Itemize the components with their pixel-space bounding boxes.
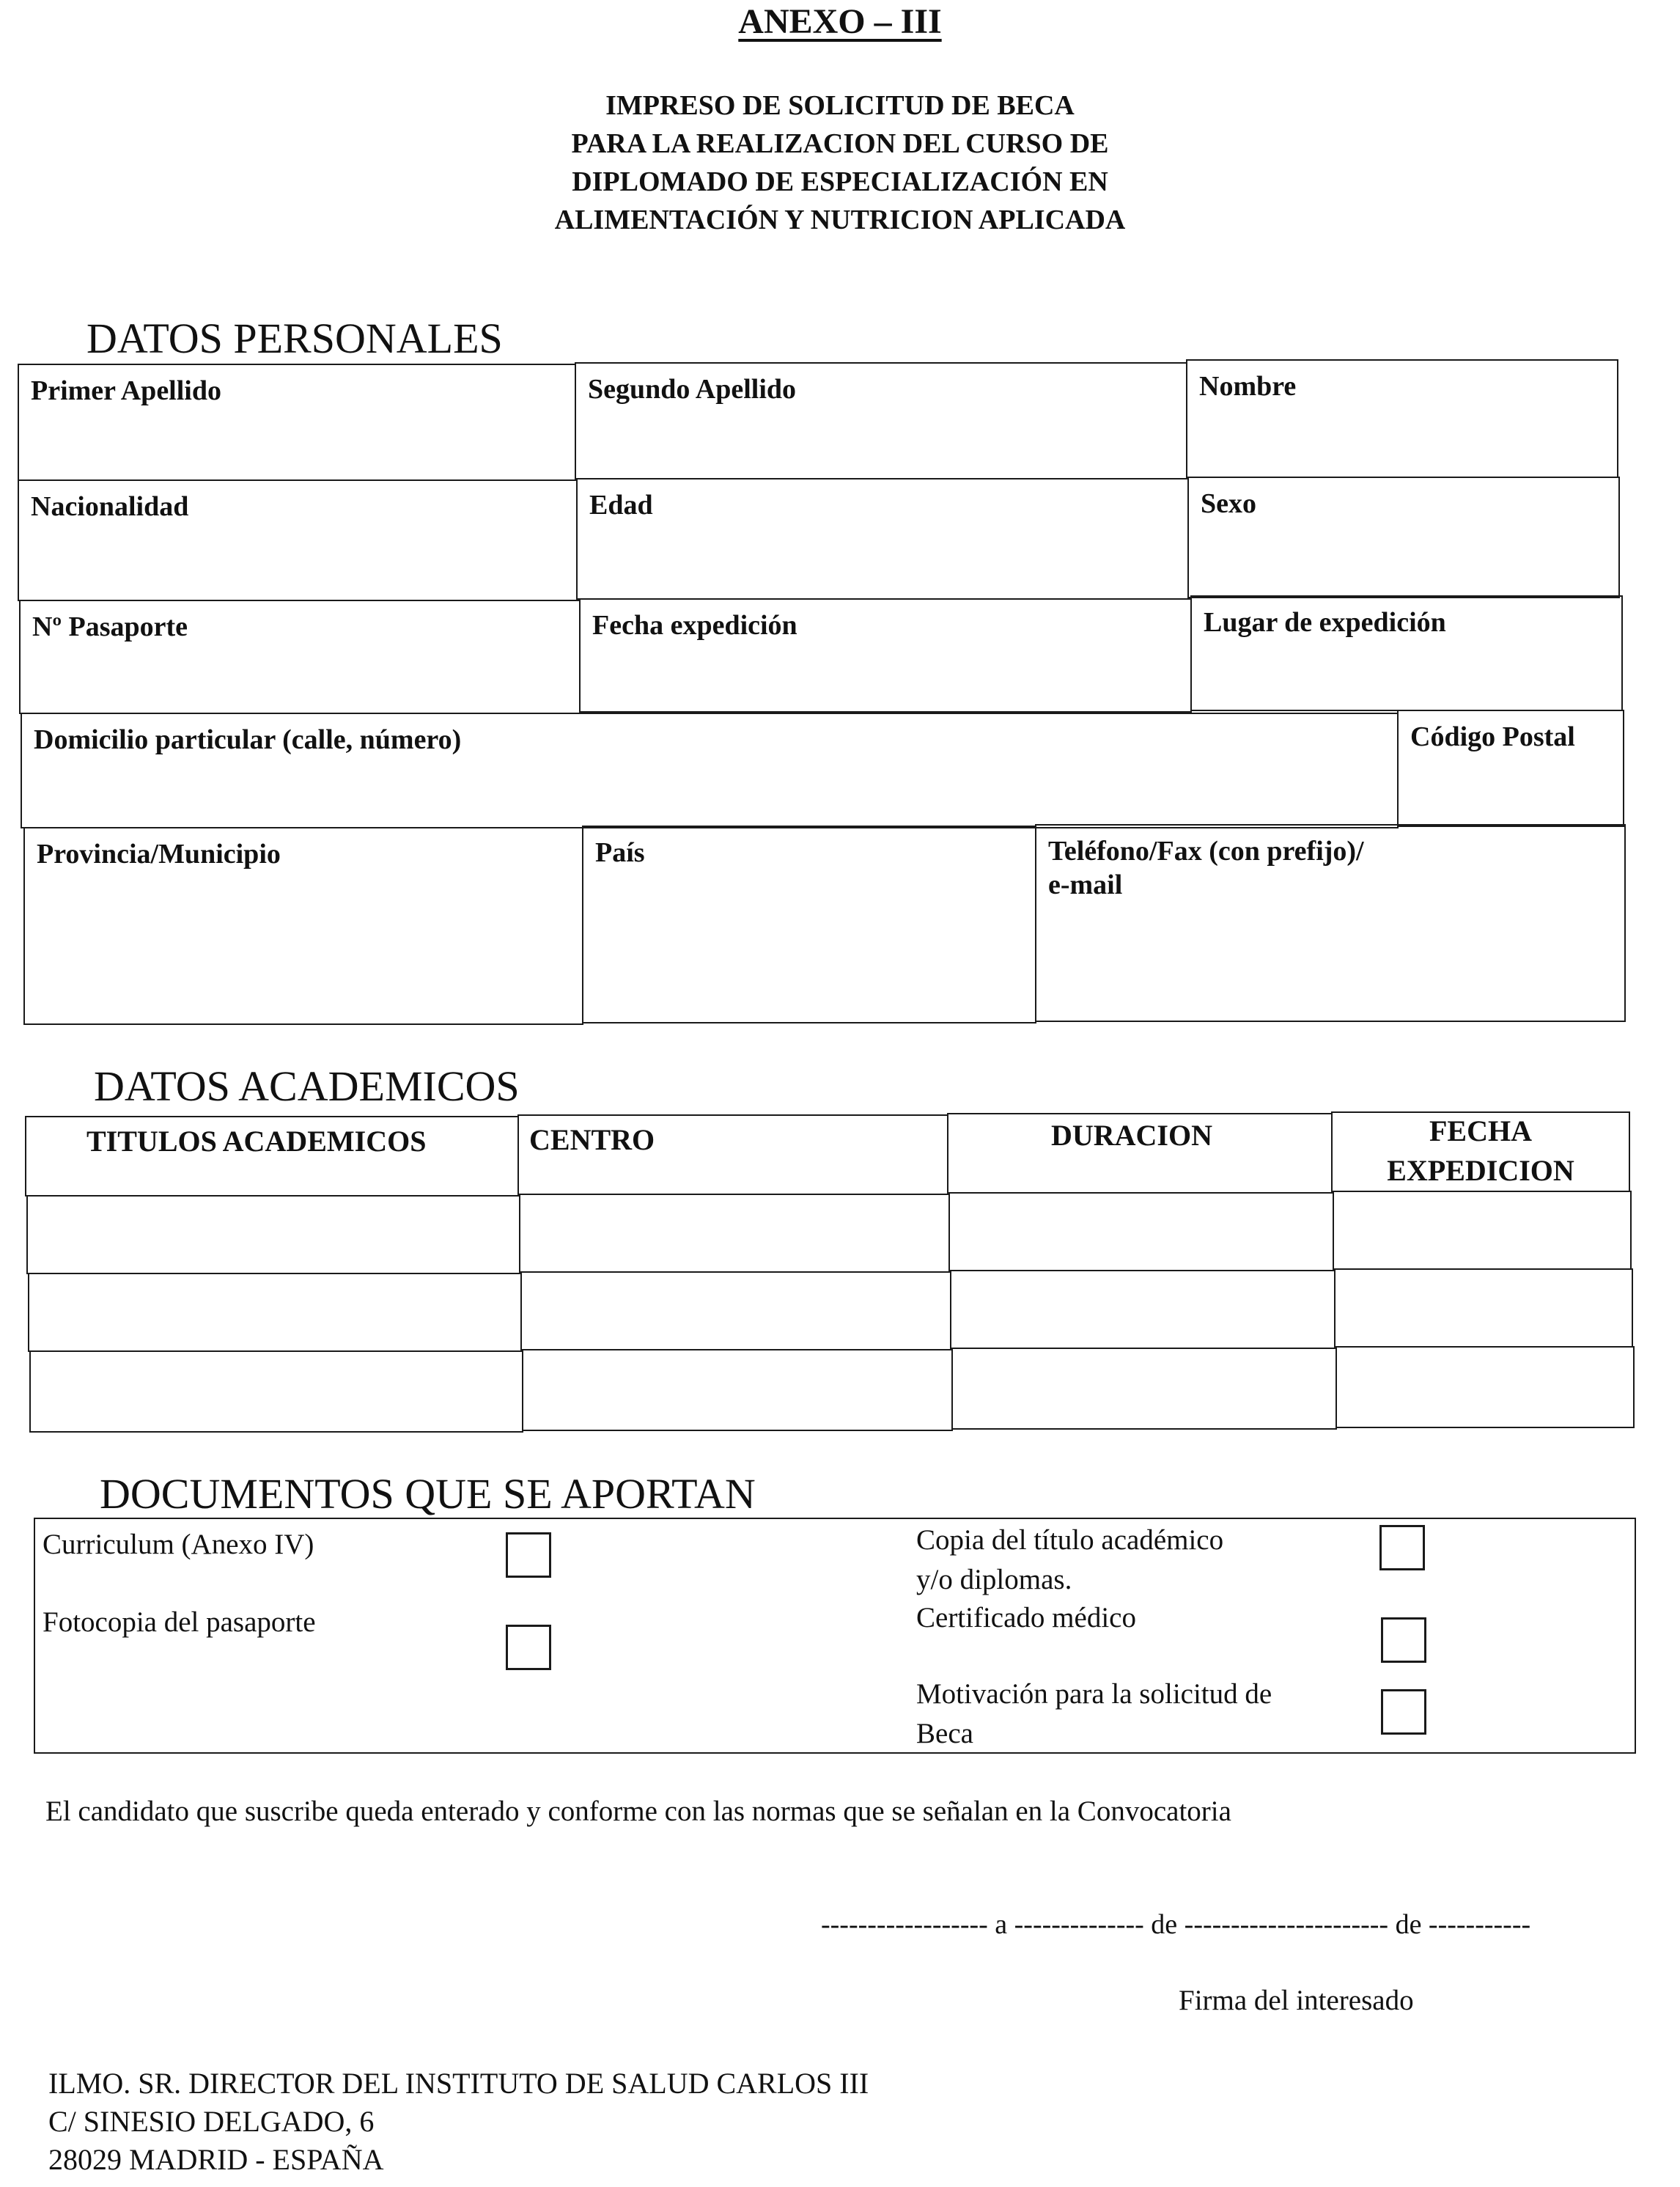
- form-title-line: IMPRESO DE SOLICITUD DE BECA: [605, 90, 1075, 121]
- primer-apellido-label: Primer Apellido: [31, 375, 221, 406]
- fecha-expedicion-header-cell: [1331, 1111, 1630, 1192]
- academic-section-title: DATOS ACADEMICOS: [94, 1062, 520, 1110]
- primer-apellido-field[interactable]: [18, 364, 576, 481]
- sexo-field[interactable]: [1187, 477, 1620, 598]
- nacionalidad-field[interactable]: [18, 479, 578, 601]
- pais-field[interactable]: [582, 826, 1036, 1023]
- address-line: 28029 MADRID - ESPAÑA: [48, 2143, 384, 2176]
- address-line: ILMO. SR. DIRECTOR DEL INSTITUTO DE SALUD CARLOS III: [48, 2067, 869, 2100]
- fecha-expedicion-field[interactable]: [579, 598, 1192, 713]
- academic-cell-duracion[interactable]: [950, 1270, 1335, 1349]
- centro-header-cell: [517, 1114, 948, 1195]
- nombre-field[interactable]: [1186, 359, 1618, 478]
- provincia-label: Provincia/Municipio: [37, 839, 281, 870]
- address-block: [48, 2065, 869, 2179]
- form-title-line: ALIMENTACIÓN Y NUTRICION APLICADA: [554, 205, 1126, 235]
- signature-label: Firma del interesado: [1179, 1985, 1414, 2016]
- form-title-line: DIPLOMADO DE ESPECIALIZACIÓN EN: [572, 166, 1108, 197]
- statement-text: El candidato que suscribe queda enterado y conforme con las normas que se señalan en la Convocatoria: [45, 1795, 1231, 1827]
- segundo-apellido-label: Segundo Apellido: [588, 374, 797, 405]
- curriculum-label: Curriculum (Anexo IV): [43, 1529, 314, 1560]
- fotocopia-checkbox[interactable]: [506, 1625, 551, 1670]
- academic-cell-duracion[interactable]: [951, 1348, 1337, 1430]
- academic-cell-titulo[interactable]: [26, 1195, 520, 1274]
- academic-cell-fecha[interactable]: [1335, 1346, 1635, 1428]
- annex-title: ANEXO – III: [738, 2, 942, 41]
- beca-line: Beca: [916, 1718, 973, 1749]
- fecha-expedicion-label: Fecha expedición: [592, 610, 797, 641]
- duracion-header: DURACION: [1051, 1119, 1212, 1152]
- edad-label: Edad: [589, 490, 653, 521]
- academic-cell-fecha[interactable]: [1333, 1191, 1632, 1270]
- diplomas-line: y/o diplomas.: [916, 1564, 1072, 1595]
- pasaporte-field[interactable]: [19, 600, 581, 714]
- telefono-field[interactable]: [1035, 824, 1626, 1022]
- telefono-label: [1048, 834, 1364, 902]
- academic-cell-titulo[interactable]: [29, 1350, 523, 1433]
- academic-cell-centro[interactable]: [520, 1271, 951, 1350]
- address-line: C/ SINESIO DELGADO, 6: [48, 2105, 375, 2138]
- segundo-apellido-field[interactable]: [575, 362, 1187, 479]
- motivacion-label: [916, 1675, 1272, 1754]
- certificado-checkbox[interactable]: [1381, 1617, 1426, 1663]
- curriculum-checkbox[interactable]: [506, 1532, 551, 1578]
- pais-label: País: [595, 837, 645, 868]
- form-title: [0, 87, 1680, 239]
- codigo-postal-label: Código Postal: [1410, 721, 1575, 752]
- lugar-expedicion-label: Lugar de expedición: [1204, 607, 1446, 638]
- nacionalidad-label: Nacionalidad: [31, 491, 189, 522]
- nombre-label: Nombre: [1199, 371, 1297, 402]
- certificado-label: Certificado médico: [916, 1602, 1136, 1633]
- sexo-label: Sexo: [1201, 488, 1256, 519]
- duracion-header-cell: [947, 1113, 1333, 1194]
- fotocopia-label: Fotocopia del pasaporte: [43, 1606, 316, 1638]
- domicilio-label: Domicilio particular (calle, número): [34, 724, 462, 755]
- academic-cell-centro[interactable]: [522, 1349, 953, 1431]
- academic-cell-centro[interactable]: [519, 1194, 950, 1273]
- documents-section-title: DOCUMENTOS QUE SE APORTAN: [100, 1470, 756, 1518]
- telefono-label-line: Teléfono/Fax (con prefijo)/: [1048, 836, 1364, 867]
- academic-cell-titulo[interactable]: [28, 1273, 522, 1352]
- centro-header: CENTRO: [529, 1123, 655, 1156]
- provincia-field[interactable]: [23, 827, 583, 1025]
- motivacion-checkbox[interactable]: [1381, 1689, 1426, 1735]
- pasaporte-label: Nº Pasaporte: [32, 611, 188, 642]
- edad-field[interactable]: [576, 478, 1189, 600]
- expedicion-header-line: EXPEDICION: [1387, 1154, 1574, 1187]
- copia-titulo-checkbox[interactable]: [1379, 1525, 1425, 1570]
- motivacion-line: Motivación para la solicitud de: [916, 1678, 1272, 1710]
- fecha-header-line: FECHA: [1429, 1114, 1532, 1147]
- domicilio-field[interactable]: [21, 713, 1399, 828]
- academic-cell-duracion[interactable]: [948, 1192, 1334, 1271]
- titulos-header-cell: [25, 1116, 519, 1197]
- titulos-header: TITULOS ACADEMICOS: [86, 1125, 427, 1158]
- copia-titulo-line: Copia del título académico: [916, 1524, 1224, 1556]
- personal-section-title: DATOS PERSONALES: [86, 315, 503, 362]
- form-title-line: PARA LA REALIZACION DEL CURSO DE: [571, 128, 1109, 159]
- date-line: ------------------ a -------------- de ---------------------- de -----------: [821, 1909, 1531, 1940]
- email-label-line: e-mail: [1048, 870, 1123, 900]
- fecha-expedicion-header: [1333, 1111, 1629, 1191]
- academic-cell-fecha[interactable]: [1334, 1268, 1633, 1348]
- codigo-postal-field[interactable]: [1397, 710, 1624, 827]
- copia-titulo-label: [916, 1521, 1223, 1600]
- lugar-expedicion-field[interactable]: [1190, 595, 1623, 711]
